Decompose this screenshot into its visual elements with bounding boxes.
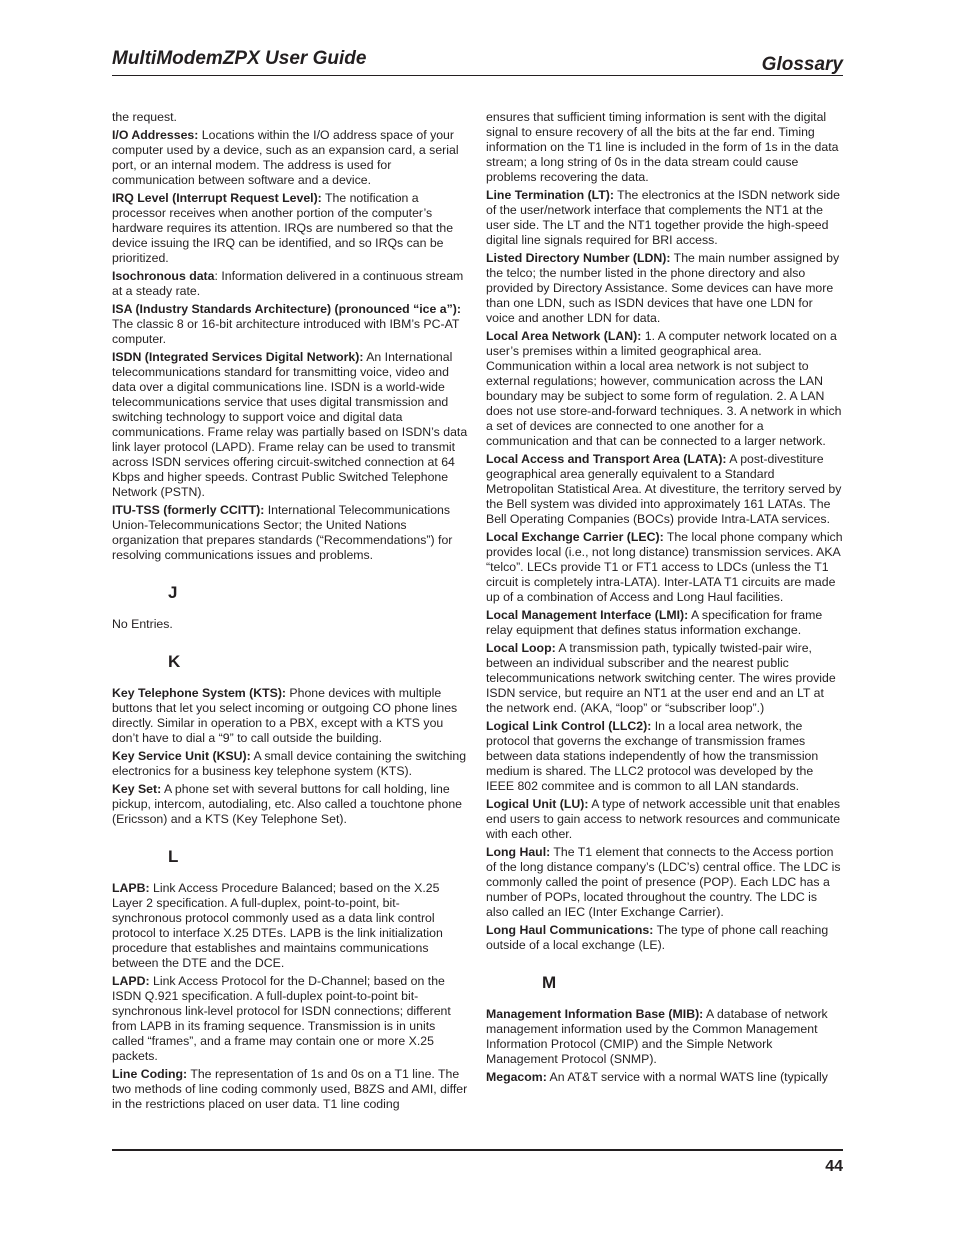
glossary-entry	[112, 350, 468, 500]
glossary-definition: In a local area network, the protocol that governs the exchange of transmission frames between data stations independently of how the transmission medium is shared. The LLC2 protocol was developed by the IEEE 802 commitee and is common to all LAN standards.	[486, 719, 819, 793]
glossary-entry	[112, 191, 468, 266]
section-letter: M	[542, 973, 557, 992]
glossary-definition: An AT&T service with a normal WATS line (typically	[546, 1070, 828, 1084]
glossary-definition: A specification for frame relay equipment that defines status information exchange.	[486, 608, 823, 637]
glossary-definition: A post-divestiture geographical area generally equivalent to a Standard Metropolitan Statistical Area. At divestiture, the territory served by the Bell system was divided into approximately 161 LATAs. The Bell Operating Companies (BOCs) provide Intra-LATA services.	[486, 452, 842, 526]
section-letter: J	[168, 583, 178, 602]
glossary-definition: The electronics at the ISDN network side of the user/network interface that complements the NT1 at the user side. The LT and the NT1 together provide the high-speed digital line signals required for BRI access.	[486, 188, 840, 247]
glossary-term: Local Exchange Carrier (LEC):	[486, 530, 664, 544]
page-number: 44	[825, 1158, 843, 1175]
footer-rule	[112, 1149, 843, 1151]
glossary-entry	[486, 1070, 843, 1085]
glossary-term: Isochronous data	[112, 269, 215, 283]
glossary-text: the request.	[112, 110, 177, 124]
left-column	[112, 110, 468, 1115]
glossary-term: ITU-TSS (formerly CCITT):	[112, 503, 265, 517]
glossary-term: Line Coding:	[112, 1067, 188, 1081]
glossary-definition: 1. A computer network located on a user’s premises within a limited geographical area. Communication within a local area network is not subject to external regulations; however, communication across the LAN boundary may be subject to some form of regulation. 2. A LAN does not use store-and-forward techniques. 3. A network in which a set of devices are connected to one another for a communication and that can be connected to a larger network.	[486, 329, 842, 448]
glossary-definition: Locations within the I/O address space of your computer used by a device, such as an expansion card, a serial port, or an internal modem. The address is used for communication between software and a device.	[112, 128, 459, 187]
glossary-definition: Link Access Procedure Balanced; based on the X.25 Layer 2 specification. A full-duplex, point-to-point, bit-synchronous protocol commonly used as a data link control protocol to interface X.25 DTEs. LAPB is the link initialization procedure that establishes and maintains communications between the DTE and the DCE.	[112, 881, 443, 970]
glossary-definition: A small device containing the switching electronics for a business key telephone system (KTS).	[112, 749, 467, 778]
glossary-definition: The type of phone call reaching outside of a local exchange (LE).	[486, 923, 829, 952]
glossary-definition: The T1 element that connects to the Access portion of the long distance company’s (LDC’s) central office. The LDC is commonly called the point of presence (POP). Each LDC has a number of POPs, located throughout the country. The LDC is also called an IEC (Inter Exchange Carrier).	[486, 845, 841, 919]
glossary-entry	[486, 845, 843, 920]
glossary-entry	[486, 530, 843, 605]
glossary-entry	[112, 128, 468, 188]
glossary-entry	[486, 923, 843, 953]
glossary-definition: An International telecommunications standard for transmitting voice, video and data over a digital communications line. ISDN is a world-wide telecommunications service that uses digital transmission and switching technology to support voice and digital data communications. Frame relay was partially based on ISDN’s data link layer protocol (LAPD). Frame relay can be used to transmit across ISDN services offering circuit-switched connection at 64 Kbps and higher speeds. Contrast Public Switched Telephone Network (PSTN).	[112, 350, 468, 499]
glossary-definition: International Telecommunications Union-Telecommunications Sector; the United Nations organization that prepares standards (“Recommendations”) for resolving communications issues and problems.	[112, 503, 453, 562]
guide-title: MultiModemZPX User Guide	[112, 48, 367, 69]
glossary-term: I/O Addresses:	[112, 128, 199, 142]
glossary-term: Local Area Network (LAN):	[486, 329, 642, 343]
section-letter: L	[168, 847, 179, 866]
glossary-text: No Entries.	[112, 617, 173, 631]
glossary-term: Key Set:	[112, 782, 162, 796]
right-column	[486, 110, 843, 1088]
glossary-definition: Phone devices with multiple buttons that let you select incoming or outgoing CO phone lines directly. Similar in operation to a PBX, except with a KTS you don’t have to dial a “9” to call outside the building.	[112, 686, 458, 745]
glossary-term: LAPB:	[112, 881, 150, 895]
glossary-entry	[486, 329, 843, 449]
glossary-term: Listed Directory Number (LDN):	[486, 251, 671, 265]
glossary-term: LAPD:	[112, 974, 150, 988]
glossary-entry	[112, 749, 468, 779]
glossary-entry	[486, 797, 843, 842]
glossary-definition: A phone set with several buttons for call holding, line pickup, intercom, autodialing, etc. Also called a touchtone phone (Ericsson) and a KTS (Key Telephone Set).	[112, 782, 463, 826]
glossary-term: Long Haul:	[486, 845, 551, 859]
glossary-term: ISDN (Integrated Services Digital Network):	[112, 350, 364, 364]
glossary-definition: A transmission path, typically twisted-pair wire, between an individual subscriber and the nearest public telecommunications network switching center. The wires provide ISDN service, but require an NT1 at the user end and an LT at the network end. (AKA, “loop” or “subscriber loop”.)	[486, 641, 836, 715]
glossary-term: IRQ Level (Interrupt Request Level):	[112, 191, 322, 205]
header-rule	[112, 75, 843, 76]
glossary-entry	[112, 503, 468, 563]
glossary-definition: Link Access Protocol for the D-Channel; based on the ISDN Q.921 specification. A full-duplex point-to-point bit-synchronous link-level protocol for ISDN connections; different from LAPB in its framing sequence. Transmission is in units called “frames”, and a frame may contain one or more X.25 packets.	[112, 974, 451, 1063]
glossary-definition: The notification a processor receives when another portion of the computer’s hardware requires its attention. IRQs are numbered so that the device issuing the IRQ can be identified, and so IRQs can be prioritized.	[112, 191, 454, 265]
glossary-entry	[112, 302, 468, 347]
glossary-definition: : Information delivered in a continuous stream at a steady rate.	[112, 269, 464, 298]
glossary-text: ensures that sufficient timing information is sent with the digital signal to ensure recovery of all the bits at the far end. Timing information on the T1 line is included in the form of 1s in the data stream; a long string of 0s in the data stream could cause problems recovering the data.	[486, 110, 839, 184]
glossary-term: Logical Unit (LU):	[486, 797, 589, 811]
glossary-definition: A database of network management information used by the Common Management Information Protocol (CMIP) and the Simple Network Management Protocol (SNMP).	[486, 1007, 828, 1066]
glossary-term: Local Loop:	[486, 641, 556, 655]
glossary-entry	[486, 1007, 843, 1067]
glossary-entry	[112, 782, 468, 827]
glossary-entry	[486, 188, 843, 248]
glossary-definition: The main number assigned by the telco; the number listed in the phone directory and also provided by Directory Assistance. Some devices can have more than one LDN, such as ISDN devices that have one LDN for voice and another LDN for data.	[486, 251, 840, 325]
glossary-entry	[112, 974, 468, 1064]
section-title: Glossary	[761, 54, 843, 75]
glossary-entry	[112, 269, 468, 299]
glossary-term: Key Service Unit (KSU):	[112, 749, 251, 763]
glossary-definition: The classic 8 or 16-bit architecture introduced with IBM’s PC-AT computer.	[112, 317, 460, 346]
glossary-term: ISA (Industry Standards Architecture) (pronounced “ice a”):	[112, 302, 461, 316]
glossary-term: Local Management Interface (LMI):	[486, 608, 689, 622]
glossary-definition: The local phone company which provides local (i.e., not long distance) transmission services. AKA “telco”. LECs provide T1 or FT1 access to LDCs (unless the T1 circuit is completely intra-LATA). Inter-LATA T1 circuits are made up of a combination of Access and Long Haul facilities.	[486, 530, 843, 604]
glossary-term: Line Termination (LT):	[486, 188, 614, 202]
glossary-entry	[486, 251, 843, 326]
glossary-term: Key Telephone System (KTS):	[112, 686, 287, 700]
glossary-term: Long Haul Communications:	[486, 923, 654, 937]
glossary-term: Logical Link Control (LLC2):	[486, 719, 652, 733]
glossary-entry	[112, 881, 468, 971]
glossary-term: Megacom:	[486, 1070, 547, 1084]
glossary-definition: A type of network accessible unit that enables end users to gain access to network resources and communicate with each other.	[486, 797, 841, 841]
glossary-term: Management Information Base (MIB):	[486, 1007, 704, 1021]
section-letter: K	[168, 652, 181, 671]
glossary-entry	[486, 608, 843, 638]
glossary-definition: The representation of 1s and 0s on a T1 line. The two methods of line coding commonly used, B8ZS and AMI, differ in the restrictions placed on user data. T1 line coding	[112, 1067, 468, 1111]
glossary-entry	[112, 1067, 468, 1112]
glossary-entry	[486, 719, 843, 794]
glossary-entry	[112, 686, 468, 746]
glossary-entry	[486, 452, 843, 527]
glossary-entry	[486, 641, 843, 716]
glossary-term: Local Access and Transport Area (LATA):	[486, 452, 727, 466]
